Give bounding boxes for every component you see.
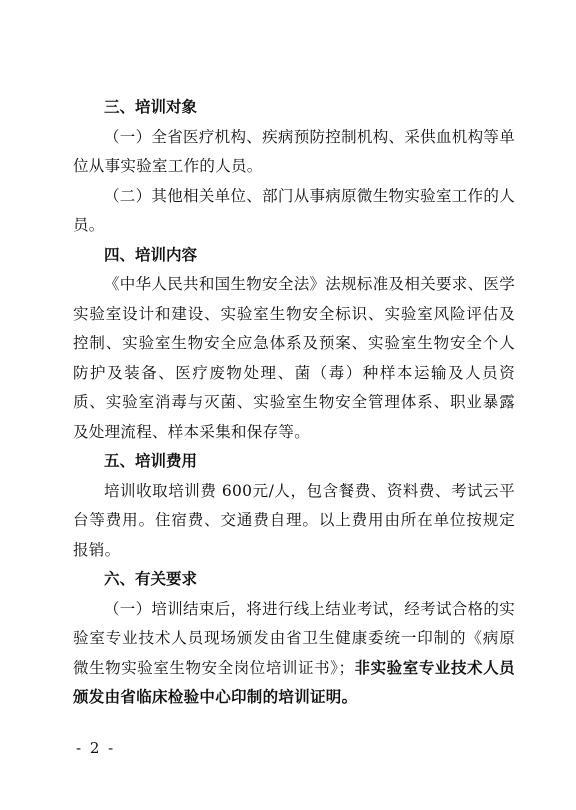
section-heading-requirements: 六、有关要求 <box>104 570 198 588</box>
section-heading-training-targets: 三、培训对象 <box>104 98 198 116</box>
section-heading-training-fees: 五、培训费用 <box>104 452 198 470</box>
section-heading-training-content: 四、培训内容 <box>104 245 198 264</box>
paragraph <box>73 595 515 713</box>
paragraph-bold-text: 非实验室专业技术人员颁发由省临床检验中心印制的培训证明。 <box>73 658 515 706</box>
document-body <box>73 93 515 713</box>
paragraph: （一）全省医疗机构、疾病预防控制机构、采供血机构等单位从事实验室工作的人员。 <box>73 127 515 175</box>
page-number: - 2 - <box>76 739 116 757</box>
paragraph: 培训收取培训费 600元/人，包含餐费、资料费、考试云平台等费用。住宿费、交通费自理。以上费用由所在单位按规定报销。 <box>73 481 515 559</box>
paragraph: 《中华人民共和国生物安全法》法规标准及相关要求、医学实验室设计和建设、实验室生物安全标识、实验室风险评估及控制、实验室生物安全应急体系及预案、实验室生物安全个人防护及装备、医疗废物处理、菌（毒）种样本运输及人员资质、实验室消毒与灭菌、实验室生物安全管理体系、职业暴露及处理流程、样本采集和保存等。 <box>73 275 515 441</box>
paragraph: （二）其他相关单位、部门从事病原微生物实验室工作的人员。 <box>73 186 515 234</box>
paragraph-text: （一）培训结束后，将进行线上结业考试，经考试合格的实验室专业技术人员现场颁发由省卫生健康委统一印制的《病原微生物实验室生物安全岗位培训证书》； <box>73 599 515 677</box>
